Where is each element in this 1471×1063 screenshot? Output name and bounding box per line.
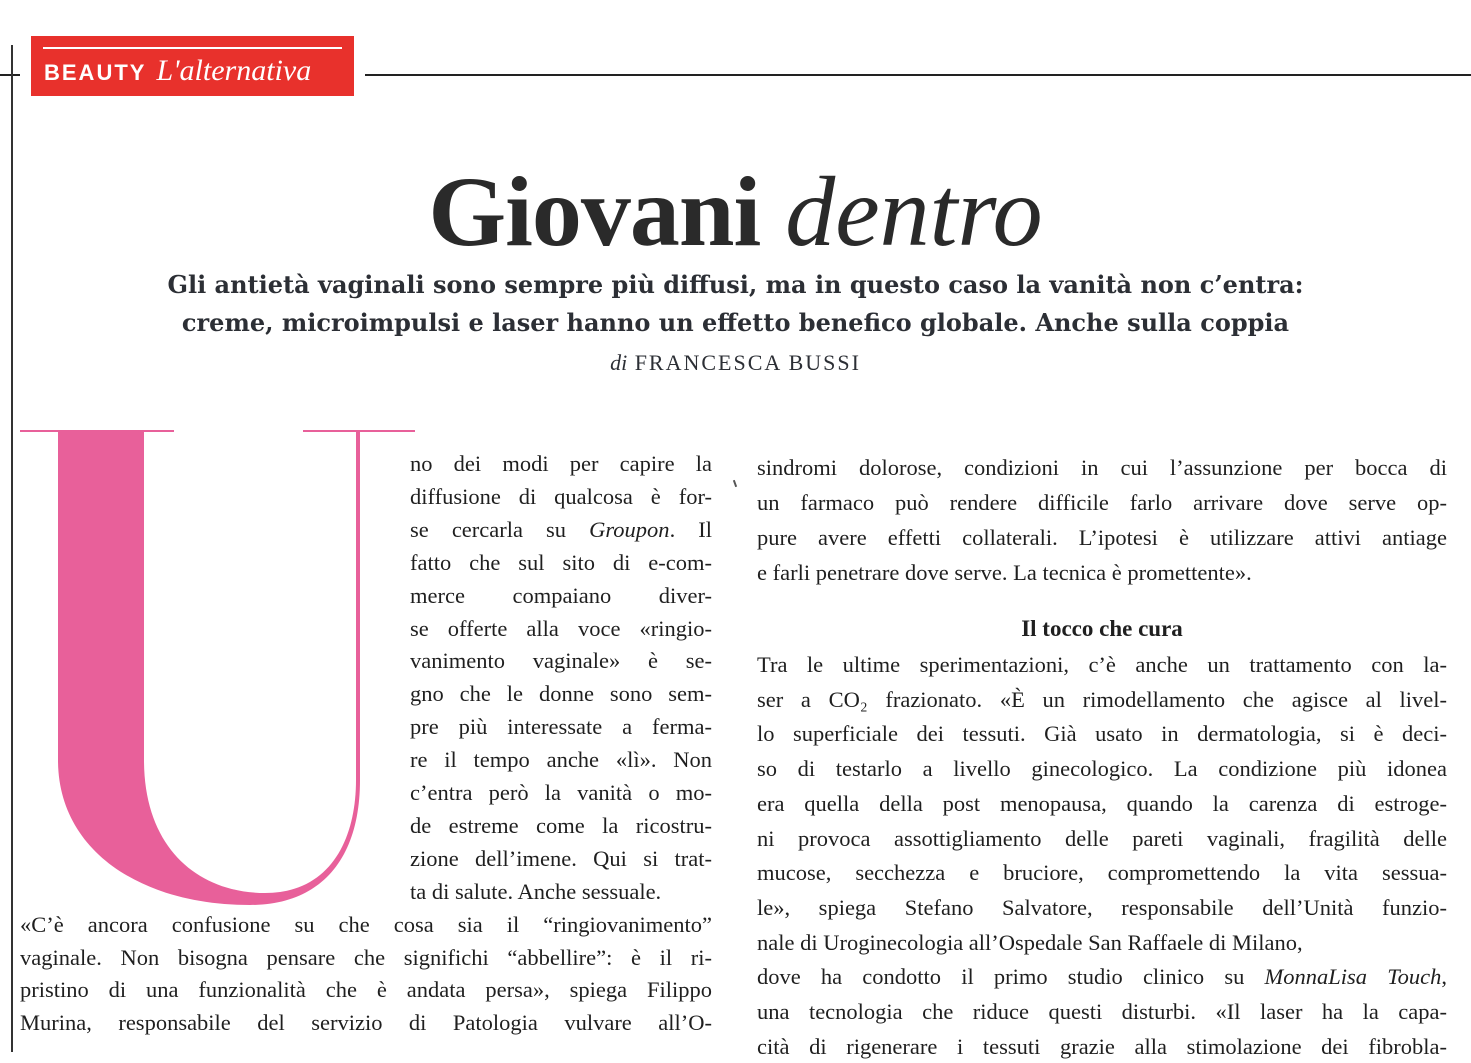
text-line: de estreme come la ricostru-: [410, 812, 712, 838]
text-line: diffusione di qualcosa è for-: [410, 483, 712, 509]
text-line: cità di rigenerare i tessuti grazie alla stimolazione dei fibrobla-: [757, 1033, 1447, 1059]
text-line: re il tempo anche «lì». Non: [410, 747, 712, 773]
text-line: «C’è ancora confusione su che cosa sia il “ringiovanimento”: [20, 911, 712, 937]
deck-line: creme, microimpulsi e laser hanno un effetto benefico globale. Anche sulla coppia: [181, 308, 1290, 337]
text-line: sindromi dolorose, condizioni in cui l’assunzione per bocca di: [757, 455, 1447, 480]
text-line: dove ha condotto il primo studio clinico su MonnaLisa Touch,: [757, 964, 1448, 990]
text-line: ser a CO₂ frazionato. «È un rimodellamento che agisce al livel-: [757, 686, 1447, 712]
byline-prefix: di: [610, 350, 628, 375]
text-line: zione dell’imene. Qui si trat-: [410, 845, 712, 871]
text-line: vaginale. Non bisogna pensare che significhi “abbellire”: è il ri-: [20, 944, 712, 970]
text-line: lo superficiale dei tessuti. Già usato in dermatologia, si è deci-: [757, 721, 1447, 747]
stray-mark: [733, 480, 737, 487]
text-line: pre più interessate a ferma-: [410, 714, 712, 740]
text-line: era quella della post menopausa, quando la carenza di estroge-: [757, 790, 1447, 816]
text-line: nale di Uroginecologia all’Ospedale San Raffaele di Milano,: [757, 929, 1303, 955]
title-main: Giovani: [428, 156, 761, 267]
section-label: BEAUTY: [44, 60, 147, 85]
text-line: le», spiega Stefano Salvatore, responsabile dell’Unità funzio-: [757, 894, 1447, 920]
text-line: merce compaiano diver-: [410, 582, 712, 608]
text-line: fatto che sul sito di e-com-: [410, 549, 712, 575]
text-line: se offerte alla voce «ringio-: [410, 615, 712, 641]
text-line: un farmaco può rendere difficile farlo arrivare dove serve op-: [757, 490, 1447, 515]
drop-cap-u: [0, 0, 420, 910]
text-line: Tra le ultime sperimentazioni, c’è anche un trattamento con la-: [757, 652, 1447, 677]
text-line: pristino di una funzionalità che è andata persa», spiega Filippo: [20, 977, 712, 1003]
byline-author: FRANCESCA BUSSI: [634, 350, 861, 375]
header-rule: [365, 74, 1471, 76]
text-line: mucose, secchezza e bruciore, compromettendo la vita sessua-: [757, 860, 1447, 886]
italic-name: Groupon: [589, 516, 670, 542]
text-line: no dei modi per capire la: [410, 451, 712, 476]
text-line: ni provoca assottigliamento delle pareti vaginali, fragilità delle: [757, 825, 1447, 851]
text-line: se cercarla su Groupon. Il: [410, 516, 713, 542]
text-line: so di testarlo a livello ginecologico. La condizione più idonea: [757, 756, 1447, 782]
italic-name: MonnaLisa Touch: [1264, 964, 1442, 990]
text-line: una tecnologia che riduce questi disturbi. «Il laser ha la capa-: [757, 999, 1447, 1024]
text-line: gno che le donne sono sem-: [410, 681, 712, 707]
subhead: Il tocco che cura: [1021, 616, 1183, 641]
deck-line: Gli antietà vaginali sono sempre più diffusi, ma in questo caso la vanità non c’entra:: [167, 270, 1304, 299]
text-line: e farli penetrare dove serve. La tecnica è promettente».: [757, 560, 1252, 585]
title-italic: dentro: [785, 156, 1043, 267]
text-line: pure avere effetti collaterali. L’ipotesi è utilizzare attivi antiage: [757, 525, 1447, 550]
subsection-label: L'alternativa: [156, 54, 312, 87]
text-line: c’entra però la vanità o mo-: [410, 780, 712, 805]
text-line: vanimento vaginale» è se-: [410, 648, 712, 674]
text-line: Murina, responsabile del servizio di Patologia vulvare all’O-: [20, 1010, 712, 1036]
text-line: ta di salute. Anche sessuale.: [410, 878, 662, 904]
